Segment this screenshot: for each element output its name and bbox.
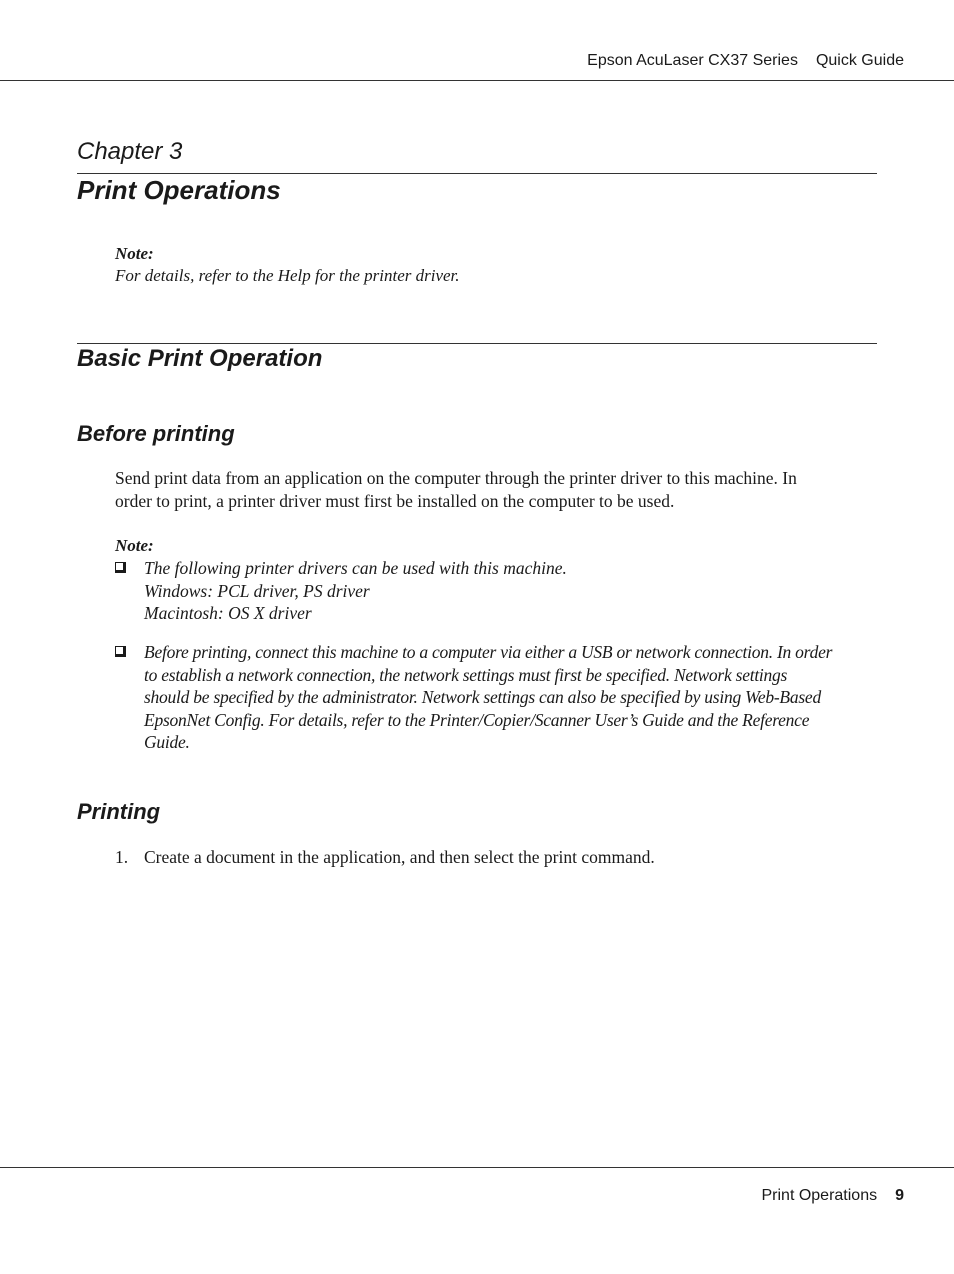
- subsection-title-before-printing: Before printing: [77, 421, 235, 446]
- bullet-line: Macintosh: OS X driver: [144, 603, 312, 623]
- chapter-title: Print Operations: [77, 175, 281, 205]
- bullet-line: Windows: PCL driver, PS driver: [144, 580, 370, 601]
- bullet-line: should be specified by the administrator. Network settings can also be specified by using Web-Based: [144, 687, 821, 707]
- intro-paragraph: [115, 467, 885, 513]
- checkbox-bullet-icon: [115, 646, 126, 657]
- list-item: [115, 557, 880, 625]
- list-item: [115, 641, 880, 754]
- note-text: For details, refer to the Help for the printer driver.: [115, 266, 460, 285]
- header-product: Epson AcuLaser CX37 Series: [587, 52, 798, 69]
- step-text: Create a document in the application, and then select the print command.: [144, 847, 655, 867]
- page-number: 9: [895, 1187, 904, 1204]
- note-label: Note:: [115, 536, 154, 555]
- header-divider: [0, 80, 954, 81]
- chapter-label: Chapter 3: [77, 138, 183, 165]
- note-label: Note:: [115, 244, 154, 263]
- bullet-line: Guide.: [144, 732, 190, 752]
- bullet-line: to establish a network connection, the network settings must first be specified. Network settings: [144, 664, 788, 685]
- bullet-line: Before printing, connect this machine to a computer via either a USB or network connection. In order: [144, 642, 833, 662]
- header-guide: Quick Guide: [815, 52, 904, 69]
- section-title: Basic Print Operation: [77, 345, 323, 372]
- step-number: 1.: [115, 847, 129, 867]
- paragraph-line: Send print data from an application on the computer through the printer driver to this machine. In: [115, 468, 797, 488]
- subsection-title-printing: Printing: [77, 799, 161, 824]
- running-header: [587, 52, 904, 70]
- chapter-divider: [77, 173, 877, 174]
- footer-section: Print Operations: [761, 1187, 878, 1204]
- running-footer: [761, 1187, 904, 1205]
- section-divider: [77, 343, 877, 344]
- paragraph-line: order to print, a printer driver must first be installed on the computer to be used.: [115, 491, 675, 511]
- bullet-line: EpsonNet Config. For details, refer to the Printer/Copier/Scanner User’s Guide and the Reference: [144, 709, 810, 730]
- checkbox-bullet-icon: [115, 562, 126, 573]
- bullet-line: The following printer drivers can be used with this machine.: [144, 558, 567, 578]
- footer-divider: [0, 1167, 954, 1168]
- note-block: [115, 244, 460, 286]
- step-item: [115, 847, 655, 868]
